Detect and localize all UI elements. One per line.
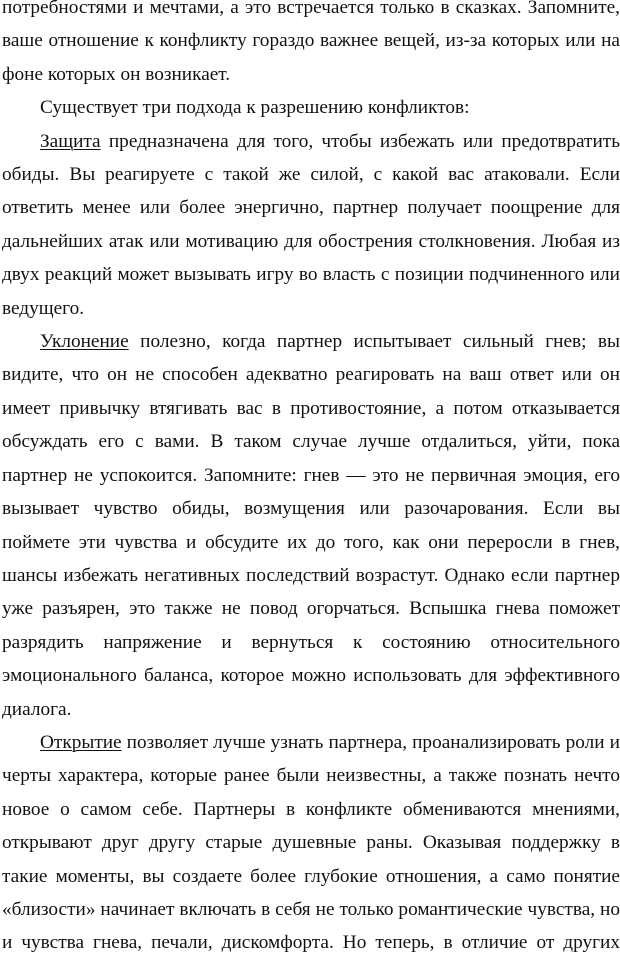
paragraph-text: Существует три подхода к разрешению конфликтов: [40,97,470,119]
paragraph-opening [2,726,620,960]
paragraph-three-approaches [2,91,620,124]
term-avoidance: Уклонение [40,331,129,353]
paragraph-intro-continuation [2,0,620,91]
term-opening: Открытие [40,731,122,753]
paragraph-defense [2,125,620,325]
paragraph-text: потребностями и мечтами, а это встречается только в сказках. Запомните, ваше отношение к конфликту гораздо важнее вещей, из-за которых или на фоне которых он возникает. [2,0,620,85]
paragraph-text: позволяет лучше узнать партнера, проанализировать роли и черты характера, которые ранее были неизвестны, а также познать нечто новое о самом себе. Партнеры в конфликте обмениваются мнениями, открывают друг другу старые душевные раны. Оказывая поддержку в такие моменты, вы создаете более глубокие отношения, а само понятие «близости» начинает включать в себя не только романтические чувства, но и чувства гнева, печали, дискомфорта. Но теперь, в отличие от других [2,731,620,954]
paragraph-text: полезно, когда партнер испытывает сильный гнев; вы видите, что он не способен адекватно реагировать на ваш ответ или он имеет привычку втягивать вас в противостояние, а потом отказывается обсуждать его с вами. В таком случае лучше отдалиться, уйти, пока партнер не успокоится. Запомните: гнев — это не первичная эмоция, его вызывает чувство обиды, возмущения или разочарования. Если вы поймете эти чувства и обсудите их до того, как они переросли в гнев, шансы избежать негативных последствий возрастут. Однако если партнер уже разъярен, это также не повод огорчаться. Вспышка гнева поможет разрядить напряжение и вернуться к состоянию относительного эмоционального баланса, которое можно использовать для эффективного диалога. [2,331,620,720]
term-defense: Защита [40,130,101,152]
paragraph-avoidance [2,325,620,726]
paragraph-text: предназначена для того, чтобы избежать или предотвратить обиды. Вы реагируете с такой же силой, с какой вас атаковали. Если ответить менее или более энергично, партнер получает поощрение для дальнейших атак или мотивацию для обострения столкновения. Любая из двух реакций может вызывать игру во власть с позиции подчиненного или ведущего. [2,130,620,319]
